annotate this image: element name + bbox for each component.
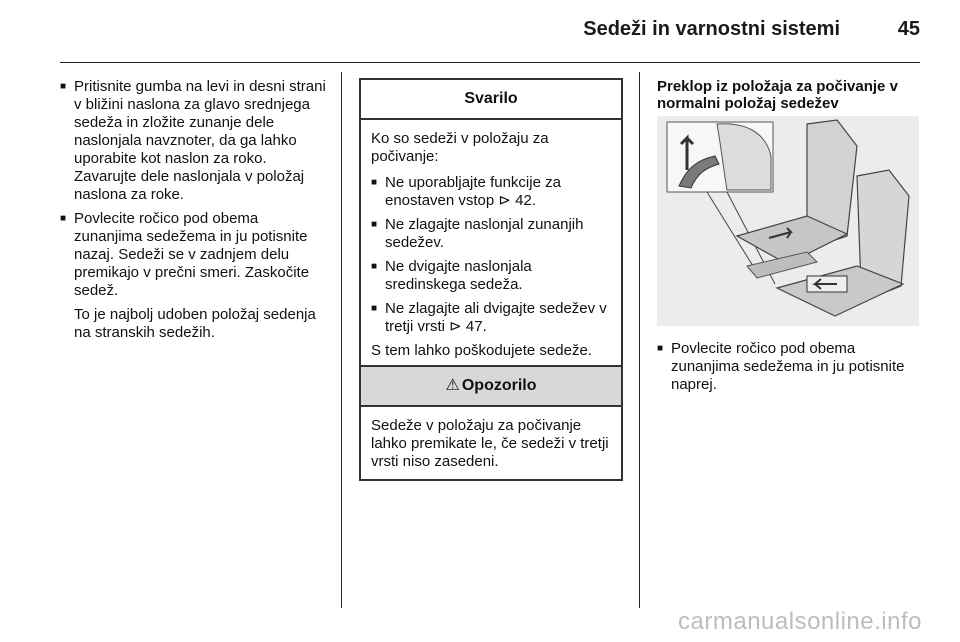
seat-illustration-drawing xyxy=(657,116,919,326)
header-rule xyxy=(60,62,920,63)
instruction-text: Povlecite ročico pod obema zunanjima sedežema in ju potisnite nazaj. Sedeži se v zadnjem delu premikajo v prečni smeri. Zaskočite sedež. xyxy=(74,210,310,299)
page-number: 45 xyxy=(897,18,920,40)
bullet-icon: ■ xyxy=(371,219,378,230)
column-divider-left xyxy=(341,72,342,608)
warning-title: Opozorilo xyxy=(461,377,537,394)
bullet-icon: ■ xyxy=(60,213,67,224)
instruction-text: Povlecite ročico pod obema zunanjima sedežema in ju potisnite naprej. xyxy=(671,340,905,393)
left-column xyxy=(60,78,328,348)
bullet-icon: ■ xyxy=(657,343,664,354)
watermark: carmanualsonline.info xyxy=(678,608,922,635)
caution-footer: S tem lahko poškodujete sedeže. xyxy=(371,342,592,359)
right-column xyxy=(657,78,921,400)
bullet-icon: ■ xyxy=(371,261,378,272)
caution-item: Ne zlagajte ali dvigajte sedežev v tretji vrsti ⊳ 47. xyxy=(385,300,607,335)
seat-illustration xyxy=(657,116,919,326)
warning-triangle-icon: ⚠ xyxy=(445,377,460,394)
column-divider-right xyxy=(639,72,640,608)
warning-text: Sedeže v položaju za počivanje lahko premikate le, če sedeži v tretji vrsti niso zasedeni. xyxy=(371,417,609,470)
list-item xyxy=(60,210,328,300)
caution-item: Ne zlagajte naslonjal zunanjih sedežev. xyxy=(385,216,584,251)
caution-item: Ne uporabljajte funkcije za enostaven vstop ⊳ 42. xyxy=(385,174,561,209)
instruction-text: Pritisnite gumba na levi in desni strani v bližini naslona za glavo srednjega sedeža in zložite zunanje dele naslonjala navznoter, da ga lahko uporabite kot naslon za roko. Zavarujte dele naslonjala v položaj naslona za roke. xyxy=(74,78,326,203)
page-title: Sedeži in varnostni sistemi xyxy=(583,18,840,40)
bullet-icon: ■ xyxy=(60,81,67,92)
caution-intro: Ko so sedeži v položaju za počivanje: xyxy=(371,130,549,165)
bullet-icon: ■ xyxy=(371,303,378,314)
warning-box xyxy=(359,365,623,481)
caution-box xyxy=(359,78,623,378)
list-item xyxy=(657,340,921,394)
list-item xyxy=(371,174,611,210)
list-item xyxy=(371,300,611,336)
list-item xyxy=(60,78,328,204)
list-item xyxy=(371,258,611,294)
warning-header xyxy=(361,367,621,407)
caution-title: Svarilo xyxy=(361,80,621,120)
list-item xyxy=(371,216,611,252)
caution-item: Ne dvigajte naslonjala sredinskega sedeža. xyxy=(385,258,532,293)
note-text: To je najbolj udoben položaj sedenja na stranskih sedežih. xyxy=(74,306,316,341)
section-heading: Preklop iz položaja za počivanje v normalni položaj sedežev xyxy=(657,78,898,112)
bullet-icon: ■ xyxy=(371,177,378,188)
